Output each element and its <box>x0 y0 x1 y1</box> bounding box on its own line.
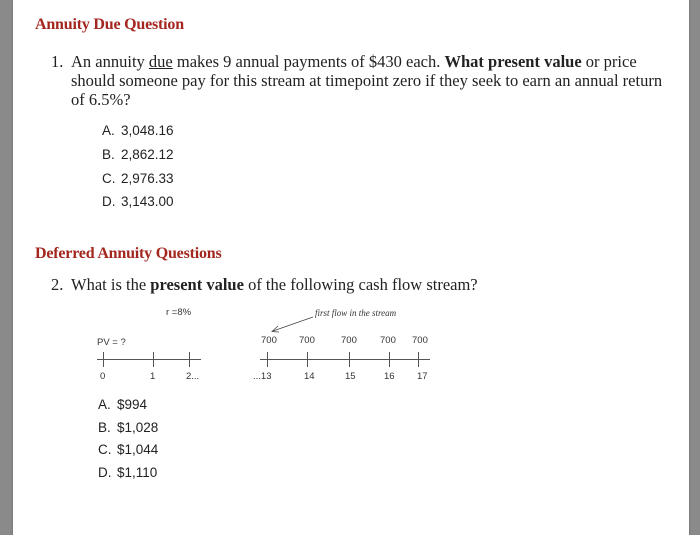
tick-2 <box>189 352 190 367</box>
timeline-axis-left <box>97 359 201 360</box>
cash-flow-15: 700 <box>341 335 357 346</box>
tick-label-2: 2... <box>186 371 200 382</box>
emphasis-present-value-2: present value <box>150 275 244 294</box>
question2-text: What is the present value of the following cash flow stream? <box>71 275 478 294</box>
tick-17 <box>418 352 419 367</box>
option-2a: A. $994 <box>98 397 148 412</box>
question1-number: 1. <box>51 52 64 71</box>
tick-16 <box>389 352 390 367</box>
tick-13 <box>267 352 268 367</box>
option-2d: D. $1,110 <box>98 465 158 480</box>
pv-label: PV = ? <box>97 337 126 348</box>
option-1b: B. 2,862.12 <box>102 147 174 162</box>
first-flow-annotation: first flow in the stream <box>315 308 397 318</box>
section1-heading: Annuity Due Question <box>35 16 184 33</box>
option-2b: B. $1,028 <box>98 420 159 435</box>
option-1d: D. 3,143.00 <box>102 194 174 209</box>
tick-14 <box>307 352 308 367</box>
tick-label-14: 14 <box>304 371 315 382</box>
section2-heading: Deferred Annuity Questions <box>35 245 222 262</box>
tick-label-0: 0 <box>100 371 106 382</box>
question1-text: An annuity due makes 9 annual payments of $430 each. What present value or price should someone pay for this stream at timepoint zero if they seek to earn an annual return of 6.5%? <box>71 52 663 109</box>
cash-flow-13: 700 <box>261 335 277 346</box>
option-2c: C. $1,044 <box>98 442 159 457</box>
cash-flow-14: 700 <box>299 335 315 346</box>
annotation-arrow-icon <box>257 314 317 336</box>
question2-number: 2. <box>51 275 64 294</box>
emphasis-present-value: What present value <box>444 52 582 71</box>
tick-0 <box>103 352 104 367</box>
timeline-axis-right <box>260 359 430 360</box>
emphasis-due: due <box>148 52 173 71</box>
cash-flow-17: 700 <box>412 335 428 346</box>
tick-label-1: 1 <box>150 371 156 382</box>
cash-flow-16: 700 <box>380 335 396 346</box>
option-1a: A. 3,048.16 <box>102 123 174 138</box>
option-1c: C. 2,976.33 <box>102 171 174 186</box>
tick-15 <box>349 352 350 367</box>
tick-label-13: ...13 <box>253 371 272 382</box>
tick-label-16: 16 <box>384 371 395 382</box>
document-page <box>13 0 689 535</box>
tick-1 <box>153 352 154 367</box>
tick-label-15: 15 <box>345 371 356 382</box>
tick-label-17: 17 <box>417 371 428 382</box>
rate-label: r =8% <box>166 307 192 318</box>
